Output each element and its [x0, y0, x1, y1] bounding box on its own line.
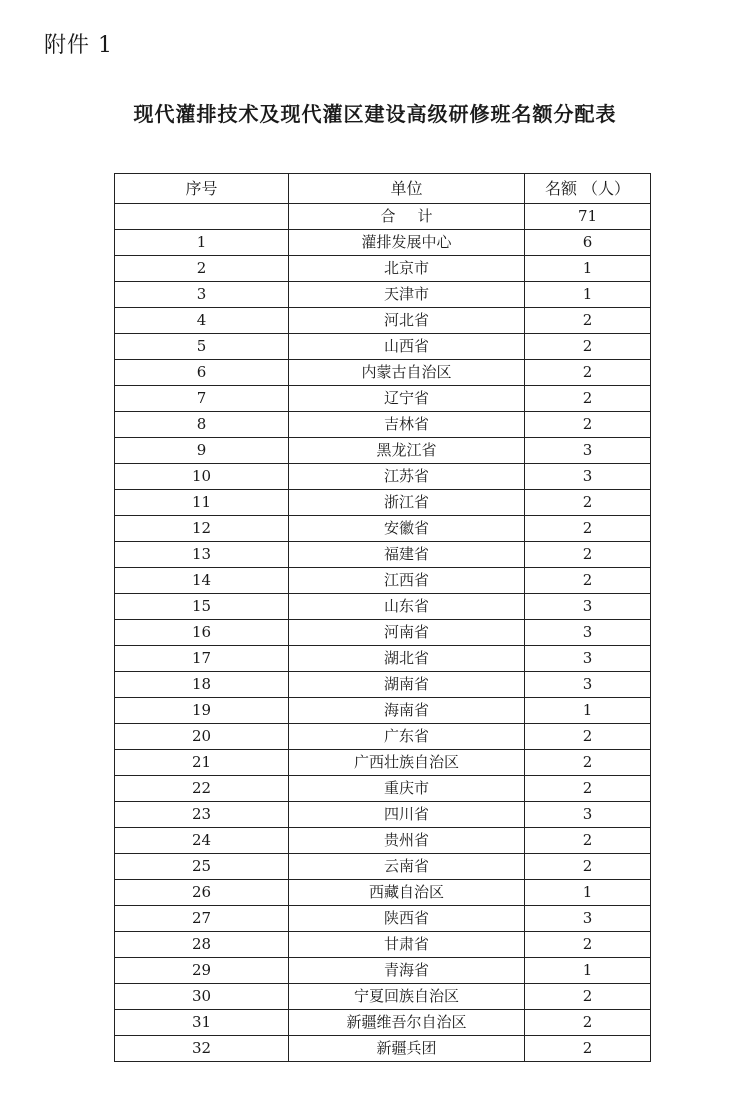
table-row [115, 906, 651, 932]
row-index: 10 [115, 464, 289, 490]
row-quota: 2 [525, 516, 651, 542]
row-index: 2 [115, 256, 289, 282]
row-unit: 甘肃省 [289, 932, 525, 958]
table-row [115, 984, 651, 1010]
row-index: 4 [115, 308, 289, 334]
row-quota: 2 [525, 828, 651, 854]
row-index: 23 [115, 802, 289, 828]
row-unit: 四川省 [289, 802, 525, 828]
row-index: 22 [115, 776, 289, 802]
table-row [115, 412, 651, 438]
row-index: 6 [115, 360, 289, 386]
row-unit: 陕西省 [289, 906, 525, 932]
row-quota: 1 [525, 698, 651, 724]
table-row [115, 672, 651, 698]
row-quota: 2 [525, 776, 651, 802]
row-quota: 1 [525, 880, 651, 906]
row-index: 25 [115, 854, 289, 880]
row-index: 19 [115, 698, 289, 724]
row-index: 30 [115, 984, 289, 1010]
total-label: 合计 [289, 204, 525, 230]
row-index: 5 [115, 334, 289, 360]
row-index: 9 [115, 438, 289, 464]
row-index: 20 [115, 724, 289, 750]
row-unit: 浙江省 [289, 490, 525, 516]
row-index: 28 [115, 932, 289, 958]
row-unit: 北京市 [289, 256, 525, 282]
row-unit: 内蒙古自治区 [289, 360, 525, 386]
row-unit: 广西壮族自治区 [289, 750, 525, 776]
row-quota: 1 [525, 282, 651, 308]
table-body [115, 204, 651, 1062]
row-index: 31 [115, 1010, 289, 1036]
row-unit: 青海省 [289, 958, 525, 984]
table-row [115, 776, 651, 802]
row-quota: 2 [525, 1010, 651, 1036]
row-unit: 河南省 [289, 620, 525, 646]
row-quota: 2 [525, 854, 651, 880]
table-row [115, 256, 651, 282]
row-index: 29 [115, 958, 289, 984]
table-row [115, 1010, 651, 1036]
row-quota: 2 [525, 932, 651, 958]
row-quota: 3 [525, 646, 651, 672]
row-unit: 江苏省 [289, 464, 525, 490]
row-index: 17 [115, 646, 289, 672]
table-row [115, 464, 651, 490]
row-index: 16 [115, 620, 289, 646]
row-index: 7 [115, 386, 289, 412]
row-quota: 6 [525, 230, 651, 256]
row-quota: 3 [525, 906, 651, 932]
row-quota: 2 [525, 724, 651, 750]
row-quota: 1 [525, 256, 651, 282]
row-index: 18 [115, 672, 289, 698]
table-row [115, 282, 651, 308]
row-unit: 河北省 [289, 308, 525, 334]
total-row [115, 204, 651, 230]
row-quota: 2 [525, 1036, 651, 1062]
table-row [115, 646, 651, 672]
header-unit: 单位 [289, 174, 525, 204]
row-index: 13 [115, 542, 289, 568]
table-row [115, 568, 651, 594]
table-row [115, 620, 651, 646]
table-row [115, 802, 651, 828]
row-quota: 2 [525, 308, 651, 334]
row-unit: 新疆兵团 [289, 1036, 525, 1062]
row-unit: 山东省 [289, 594, 525, 620]
row-quota: 2 [525, 490, 651, 516]
table-row [115, 334, 651, 360]
row-unit: 海南省 [289, 698, 525, 724]
row-index: 32 [115, 1036, 289, 1062]
row-quota: 2 [525, 386, 651, 412]
table-row [115, 490, 651, 516]
row-quota: 2 [525, 542, 651, 568]
table-row [115, 828, 651, 854]
row-unit: 天津市 [289, 282, 525, 308]
row-unit: 辽宁省 [289, 386, 525, 412]
row-quota: 2 [525, 360, 651, 386]
total-value: 71 [525, 204, 651, 230]
row-index: 1 [115, 230, 289, 256]
row-unit: 湖南省 [289, 672, 525, 698]
table-row [115, 360, 651, 386]
total-index-cell [115, 204, 289, 230]
row-index: 8 [115, 412, 289, 438]
row-index: 11 [115, 490, 289, 516]
row-index: 3 [115, 282, 289, 308]
row-unit: 灌排发展中心 [289, 230, 525, 256]
table-row [115, 1036, 651, 1062]
row-quota: 3 [525, 438, 651, 464]
row-unit: 山西省 [289, 334, 525, 360]
row-quota: 1 [525, 958, 651, 984]
row-unit: 福建省 [289, 542, 525, 568]
row-unit: 江西省 [289, 568, 525, 594]
row-unit: 贵州省 [289, 828, 525, 854]
row-quota: 3 [525, 802, 651, 828]
quota-table [114, 173, 651, 1062]
row-unit: 宁夏回族自治区 [289, 984, 525, 1010]
row-quota: 3 [525, 464, 651, 490]
attachment-label: 附件 1 [44, 33, 113, 58]
table-row [115, 542, 651, 568]
table-row [115, 438, 651, 464]
row-unit: 云南省 [289, 854, 525, 880]
header-quota: 名额 （人） [525, 174, 651, 204]
table-row [115, 854, 651, 880]
row-unit: 安徽省 [289, 516, 525, 542]
table-row [115, 594, 651, 620]
row-quota: 3 [525, 620, 651, 646]
row-index: 26 [115, 880, 289, 906]
row-quota: 2 [525, 412, 651, 438]
row-unit: 湖北省 [289, 646, 525, 672]
row-unit: 重庆市 [289, 776, 525, 802]
table-row [115, 750, 651, 776]
row-index: 24 [115, 828, 289, 854]
table-row [115, 386, 651, 412]
page-title: 现代灌排技术及现代灌区建设高级研修班名额分配表 [133, 102, 617, 126]
table-row [115, 516, 651, 542]
row-quota: 2 [525, 568, 651, 594]
row-unit: 黑龙江省 [289, 438, 525, 464]
row-index: 27 [115, 906, 289, 932]
table-row [115, 724, 651, 750]
table-row [115, 308, 651, 334]
row-quota: 2 [525, 750, 651, 776]
row-index: 12 [115, 516, 289, 542]
row-quota: 3 [525, 672, 651, 698]
header-index: 序号 [115, 174, 289, 204]
row-index: 14 [115, 568, 289, 594]
table-row [115, 880, 651, 906]
row-quota: 3 [525, 594, 651, 620]
header-row [115, 174, 651, 204]
row-unit: 吉林省 [289, 412, 525, 438]
row-unit: 西藏自治区 [289, 880, 525, 906]
table-row [115, 932, 651, 958]
table-row [115, 230, 651, 256]
table-row [115, 698, 651, 724]
row-unit: 广东省 [289, 724, 525, 750]
row-quota: 2 [525, 984, 651, 1010]
table-row [115, 958, 651, 984]
row-quota: 2 [525, 334, 651, 360]
row-index: 21 [115, 750, 289, 776]
table-header [115, 174, 651, 204]
row-unit: 新疆维吾尔自治区 [289, 1010, 525, 1036]
row-index: 15 [115, 594, 289, 620]
